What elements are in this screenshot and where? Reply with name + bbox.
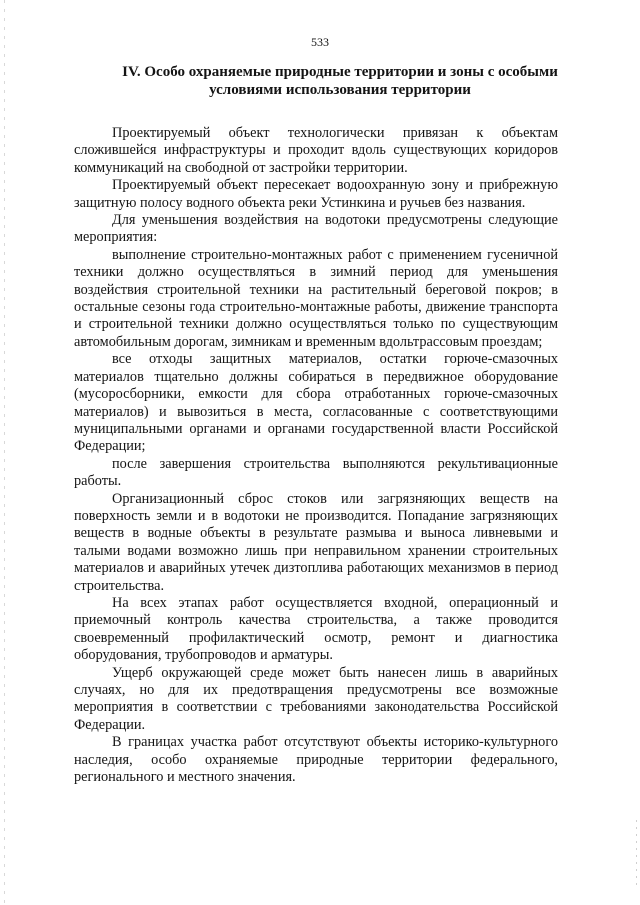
paragraph-water-zone: Проектируемый объект пересекает водоохранную зону и прибрежную защитную полосу водного объекта реки Устинкина и ручьев без названия. bbox=[74, 177, 558, 211]
paragraph-measures-intro: Для уменьшения воздействия на водотоки предусмотрены следующие мероприятия: bbox=[74, 212, 558, 246]
scan-edge-mark-right bbox=[636, 820, 637, 890]
paragraph-measure-waste: все отходы защитных материалов, остатки горюче-смазочных материалов тщательно должны собираться в передвижное оборудование (мусоросборники, емкости для сбора отработанных горюче-смазочных материалов) и вывозиться в места, согласованные с соответствующими муниципальными органами и органами государственной власти Российской Федерации; bbox=[74, 351, 558, 455]
page-number: 533 bbox=[311, 35, 329, 49]
scan-edge-mark bbox=[4, 0, 5, 905]
body-text bbox=[74, 125, 558, 786]
paragraph-discharge: Организационный сброс стоков или загрязняющих веществ на поверхность земли и в водотоки не производится. Попадание загрязняющих веществ в водные объекты в результате размыва и выноса ливневыми и талыми водами возможно лишь при неправильном хранении строительных материалов и аварийных утечек дизтоплива работающих механизмов в период строительства. bbox=[74, 490, 558, 594]
section-heading-line-2: условиями использования территории bbox=[209, 82, 471, 98]
paragraph-object-binding: Проектируемый объект технологически привязан к объектам сложившейся инфраструктуры и проходит вдоль существующих коридоров коммуникаций на свободной от застройки территории. bbox=[74, 125, 558, 176]
section-heading bbox=[100, 63, 580, 99]
paragraph-measure-recultivation: после завершения строительства выполняются рекультивационные работы. bbox=[74, 455, 558, 490]
paragraph-measure-construction: выполнение строительно-монтажных работ с применением гусеничной техники должно осуществляться в зимний период для уменьшения воздействия строительной техники на растительный береговой покров; в остальные сезоны года строительно-монтажные работы, движение транспорта и строительной техники должно осуществляться только по существующим автомобильным дорогам, зимникам и временным вдольтрассовым проездам; bbox=[74, 246, 558, 350]
paragraph-heritage: В границах участка работ отсутствуют объекты историко-культурного наследия, особо охраняемые природные территории федерального, регионального и местного значения. bbox=[74, 734, 558, 786]
section-heading-line-1: IV. Особо охраняемые природные территории и зоны с особыми bbox=[122, 64, 558, 80]
paragraph-quality-control: На всех этапах работ осуществляется входной, операционный и приемочный контроль качества строительства, а также проводится своевременный профилактический осмотр, ремонт и диагностика оборудования, трубопроводов и арматуры. bbox=[74, 594, 558, 664]
paragraph-damage: Ущерб окружающей среде может быть нанесен лишь в аварийных случаях, но для их предотвращения предусмотрены все возможные мероприятия в соответствии с требованиями законодательства Российской Федерации. bbox=[74, 664, 558, 733]
